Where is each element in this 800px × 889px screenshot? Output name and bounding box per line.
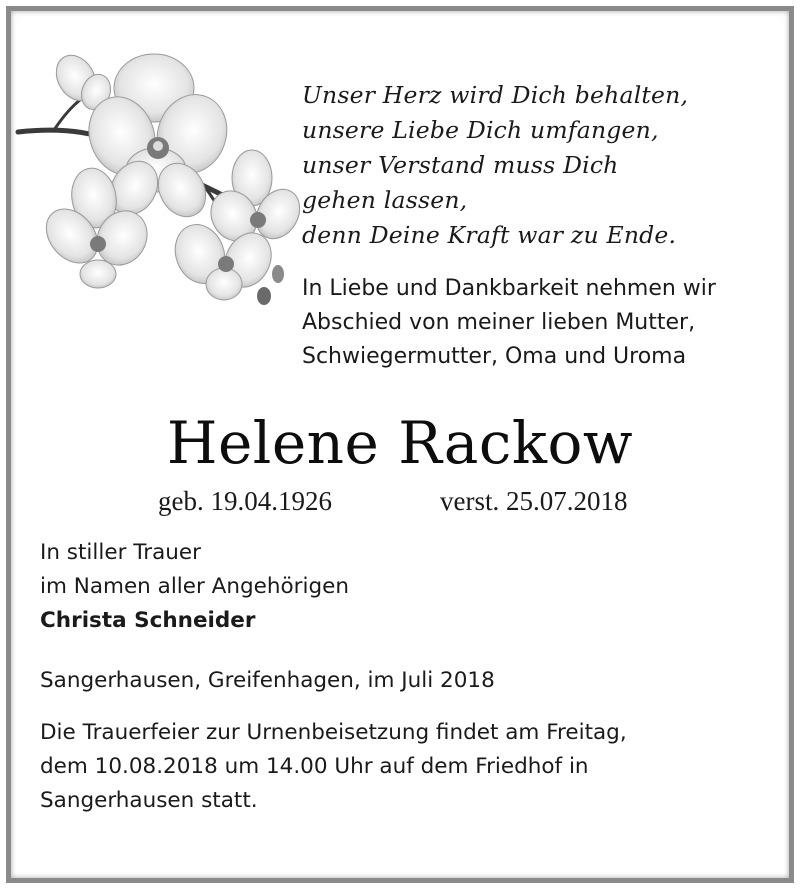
intro-line: Abschied von meiner lieben Mutter, xyxy=(302,310,696,335)
poem-line: Unser Herz wird Dich behalten, xyxy=(302,81,689,109)
ceremony-line: Sangerhausen statt. xyxy=(40,788,258,813)
poem-line: denn Deine Kraft war zu Ende. xyxy=(302,221,677,249)
intro-line: Schwiegermutter, Oma und Uroma xyxy=(302,344,687,369)
ceremony-notice xyxy=(40,716,760,818)
orchid-illustration xyxy=(14,48,304,308)
memorial-poem xyxy=(302,78,772,253)
birth-date: geb. 19.04.1926 xyxy=(158,486,332,516)
poem-line: unser Verstand muss Dich xyxy=(302,151,619,179)
ceremony-line: Die Trauerfeier zur Urnenbeisetzung findet am Freitag, xyxy=(40,720,627,745)
death-date: verst. 25.07.2018 xyxy=(440,486,628,516)
mourners-block xyxy=(40,536,760,638)
deceased-name: Helene Rackow xyxy=(166,409,634,477)
signer-name: Christa Schneider xyxy=(40,608,256,633)
poem-line: unsere Liebe Dich umfangen, xyxy=(302,116,659,144)
mourning-line: im Namen aller Angehörigen xyxy=(40,574,349,599)
intro-line: In Liebe und Dankbarkeit nehmen wir xyxy=(302,276,716,301)
farewell-intro xyxy=(302,272,782,374)
mourning-line: In stiller Trauer xyxy=(40,540,201,565)
place-date: Sangerhausen, Greifenhagen, im Juli 2018 xyxy=(40,668,495,693)
ceremony-line: dem 10.08.2018 um 14.00 Uhr auf dem Friedhof in xyxy=(40,754,589,779)
poem-line: gehen lassen, xyxy=(302,186,468,214)
